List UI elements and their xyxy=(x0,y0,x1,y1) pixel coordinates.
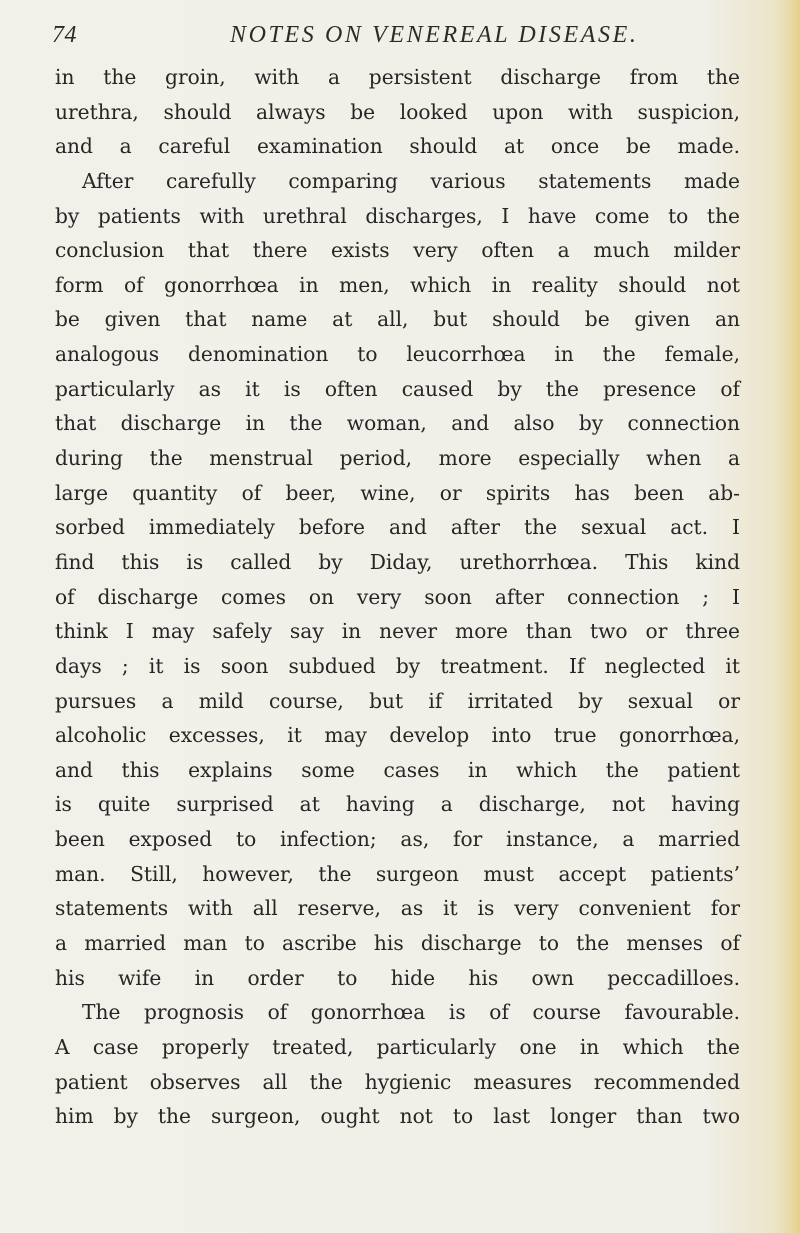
text-line: A case properly treated, particularly one in which the xyxy=(55,1034,740,1059)
running-title: NOTES ON VENEREAL DISEASE. xyxy=(230,22,639,48)
text-line: of discharge comes on very soon after connection ; I xyxy=(55,584,740,609)
text-line: particularly as it is often caused by the presence of xyxy=(55,376,740,401)
text-line: patient observes all the hygienic measures recommended xyxy=(55,1069,740,1094)
text-line: conclusion that there exists very often a much milder xyxy=(55,238,740,263)
text-line: a married man to ascribe his discharge to the menses of xyxy=(55,931,740,956)
text-line: pursues a mild course, but if irritated by sexual or xyxy=(55,688,740,713)
text-line: The prognosis of gonorrhœa is of course favourable. xyxy=(82,1000,740,1025)
text-line: that discharge in the woman, and also by connection xyxy=(55,411,740,436)
text-line: alcoholic excesses, it may develop into true gonorrhœa, xyxy=(55,723,740,748)
text-line: sorbed immediately before and after the sexual act. I xyxy=(55,515,740,540)
text-line: during the menstrual period, more especially when a xyxy=(55,446,740,471)
body-text xyxy=(55,60,740,1134)
page-edge-shading xyxy=(778,0,800,1233)
text-line: statements with all reserve, as it is very convenient for xyxy=(55,896,740,921)
text-line: urethra, should always be looked upon with suspicion, xyxy=(55,99,740,124)
text-line: large quantity of beer, wine, or spirits has been ab- xyxy=(55,480,740,505)
running-head xyxy=(52,22,752,54)
text-line: man. Still, however, the surgeon must accept patients’ xyxy=(55,861,740,886)
text-line: form of gonorrhœa in men, which in reality should not xyxy=(55,272,740,297)
text-line: think I may safely say in never more than two or three xyxy=(55,619,740,644)
text-line: been exposed to infection; as, for instance, a married xyxy=(55,827,740,852)
page-number: 74 xyxy=(52,22,77,48)
text-line: him by the surgeon, ought not to last longer than two xyxy=(55,1104,740,1129)
text-line: is quite surprised at having a discharge, not having xyxy=(55,792,740,817)
text-line: find this is called by Diday, urethorrhœa. This kind xyxy=(55,549,740,574)
text-line: his wife in order to hide his own peccadilloes. xyxy=(55,965,740,990)
text-line: in the groin, with a persistent discharge from the xyxy=(55,65,740,89)
text-line: analogous denomination to leucorrhœa in the female, xyxy=(55,342,740,367)
text-line: by patients with urethral discharges, I have come to the xyxy=(55,203,740,228)
text-line: and this explains some cases in which the patient xyxy=(55,757,740,782)
text-line: and a careful examination should at once be made. xyxy=(55,134,740,159)
text-line: be given that name at all, but should be given an xyxy=(55,307,740,332)
text-line: days ; it is soon subdued by treatment. If neglected it xyxy=(55,653,740,678)
text-line: After carefully comparing various statements made xyxy=(82,168,740,193)
